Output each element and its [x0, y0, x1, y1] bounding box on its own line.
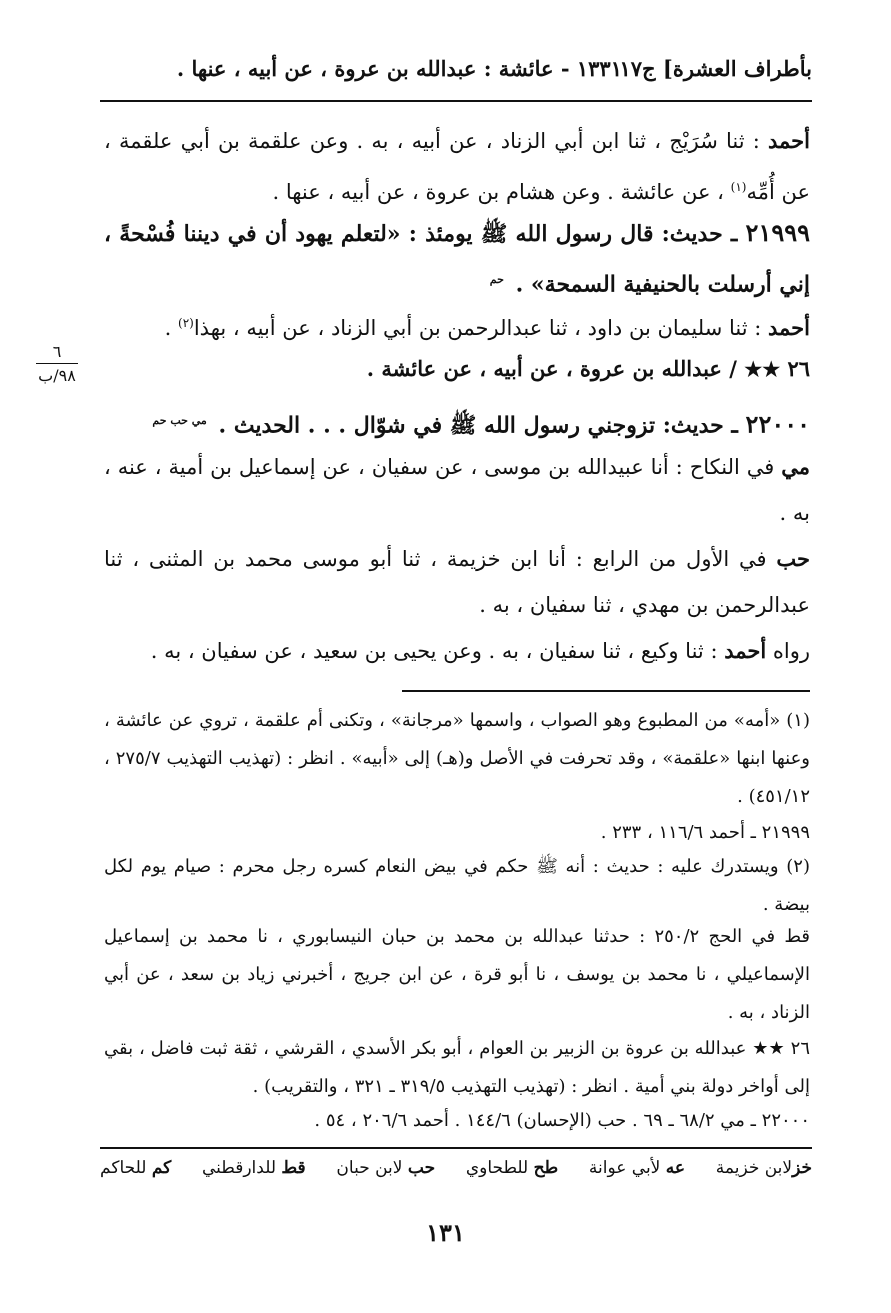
page-number: ١٣١ [426, 1218, 465, 1247]
footnote-rule [402, 690, 810, 692]
hadith-sources: حم [489, 273, 504, 286]
legend-item: كم للحاكم [100, 1158, 172, 1178]
paragraph-text: . [164, 316, 172, 340]
legend-item: طح للطحاوي [465, 1158, 559, 1178]
footnote-2-qt: قط في الحج ٢٥٠/٢ : حدثنا عبدالله بن محمد بن حبان النيسابوري ، نا محمد بن إسماعيل الإسماعيلي ، نا محمد بن يوسف ، نا أبو قرة ، عن ابن جريج ، أخبرني زياد بن سعد ، عن أبي الزناد ، به . [104, 926, 811, 1023]
hadith-22000 [104, 398, 810, 448]
header-rule [100, 100, 812, 102]
hadith-21999 [104, 210, 810, 307]
margin-bottom: ٩٨/ب [38, 366, 76, 385]
header-section-title: ١٣٣١ - عائشة : عبدالله بن عروة ، عن أبيه ، عنها . [176, 56, 622, 81]
margin-top: ٦ [52, 342, 62, 361]
margin-divider [36, 363, 78, 364]
header-book-title: بأطراف العشرة] ج١٧ [619, 56, 812, 81]
abbreviation-legend [100, 1158, 812, 1178]
paragraph-text: في الأول من الرابع : أنا ابن خزيمة ، ثنا أبو موسى محمد بن المثنى ، ثنا عبدالرحمن بن مهدي ، ثنا سفيان ، به . [104, 547, 810, 617]
hadith-number: ٢١٩٩٩ [745, 218, 810, 247]
paragraph-text: ، عن عائشة . وعن هشام بن عروة ، عن أبيه ، عنها . [272, 180, 724, 204]
section-title: / عبدالله بن عروة ، عن أبيه ، عن عائشة . [366, 356, 737, 381]
section-number: ٢٦ [787, 356, 810, 381]
legend-item: خزلابن خزيمة [715, 1158, 812, 1178]
hadith-number: ٢٢٠٠٠ [745, 409, 810, 439]
footnote-21999: ٢١٩٩٩ ـ أحمد ١١٦/٦ ، ٢٣٣ . [600, 822, 810, 843]
paragraph-hb [104, 536, 810, 628]
footnote-2: (٢) ويستدرك عليه : حديث : أنه ﷺ حكم في بيض النعام كسره رجل محرم : صيام يوم لكل بيضة . [104, 856, 810, 915]
legend-item: حب لابن حبان [336, 1158, 436, 1178]
footnote-1: (١) «أمه» من المطبوع وهو الصواب ، واسمها «مرجانة» ، وتكنى أم علقمة ، تروي عن عائشة ، وعنها ابنها «علقمة» ، وقد تحرفت في الأصل و(هـ) إلى «أبيه» . انظر : (تهذيب التهذيب ٢٧٥/٧ ، ٤٥١/١٢) . [104, 710, 811, 807]
hadith-text: ـ حديث: قال رسول الله ﷺ يومئذ : «لتعلم يهود أن في ديننا فُسْحةً ، إني أرسلت بالحنيفية السمحة» . [104, 221, 810, 298]
margin-folio [30, 342, 84, 385]
legend-rule [100, 1147, 812, 1149]
hadith-sources: مي حب حم [152, 414, 207, 427]
paragraph-text: : ثنا سليمان بن داود ، ثنا عبدالرحمن بن أبي الزناد ، عن أبيه ، بهذا [193, 316, 762, 340]
paragraph-text: : ثنا سُرَيْج ، ثنا ابن أبي الزناد ، عن أبيه ، به . وعن علقمة بن أبي علقمة ، عن أُمِّه [104, 129, 810, 204]
footnote-22000: ٢٢٠٠٠ ـ مي ٦٨/٢ ـ ٦٩ . حب (الإحسان) ١٤٤/٦ . أحمد ٢٠٦/٦ ، ٥٤ . [314, 1110, 810, 1131]
source-abbr-ahmad: أحمد [768, 315, 810, 340]
source-abbr-mi: مي [781, 454, 810, 479]
source-abbr-hb: حب [776, 546, 810, 571]
legend-item: عه لأبي عوانة [588, 1158, 686, 1178]
source-abbr-ahmad: أحمد [768, 128, 810, 153]
paragraph-ahmad-2 [104, 300, 810, 351]
footnote-ref-1[interactable]: (١) [730, 180, 747, 194]
running-header [100, 52, 812, 92]
paragraph-ahmad-1 [104, 118, 810, 215]
source-abbr-ahmad: أحمد [724, 638, 767, 663]
paragraph-text: : ثنا وكيع ، ثنا سفيان ، به . وعن يحيى بن سعيد ، عن سفيان ، به . [150, 639, 718, 663]
paragraph-mi [104, 444, 810, 536]
paragraph-rawah [104, 628, 810, 674]
footnote-26: ٢٦ ★★ عبدالله بن عروة بن الزبير بن العوام ، أبو بكر الأسدي ، القرشي ، ثقة ثبت فاضل ، بقي إلى أواخر دولة بني أمية . انظر : (تهذيب التهذيب ٣١٩/٥ ـ ٣٢١ ، والتقريب) . [104, 1038, 810, 1097]
section-26 [104, 346, 810, 392]
paragraph-text: في النكاح : أنا عبيدالله بن موسى ، عن سفيان ، عن إسماعيل بن أمية ، عنه ، به . [104, 455, 810, 525]
footnote-ref-2[interactable]: (٢) [178, 316, 194, 330]
legend-item: قط للدارقطني [201, 1158, 306, 1178]
stars-icon: ★★ [744, 357, 781, 381]
hadith-text: ـ حديث: تزوجني رسول الله ﷺ في شوّال . . . الحديث . [218, 412, 738, 439]
paragraph-text: رواه [772, 639, 810, 663]
